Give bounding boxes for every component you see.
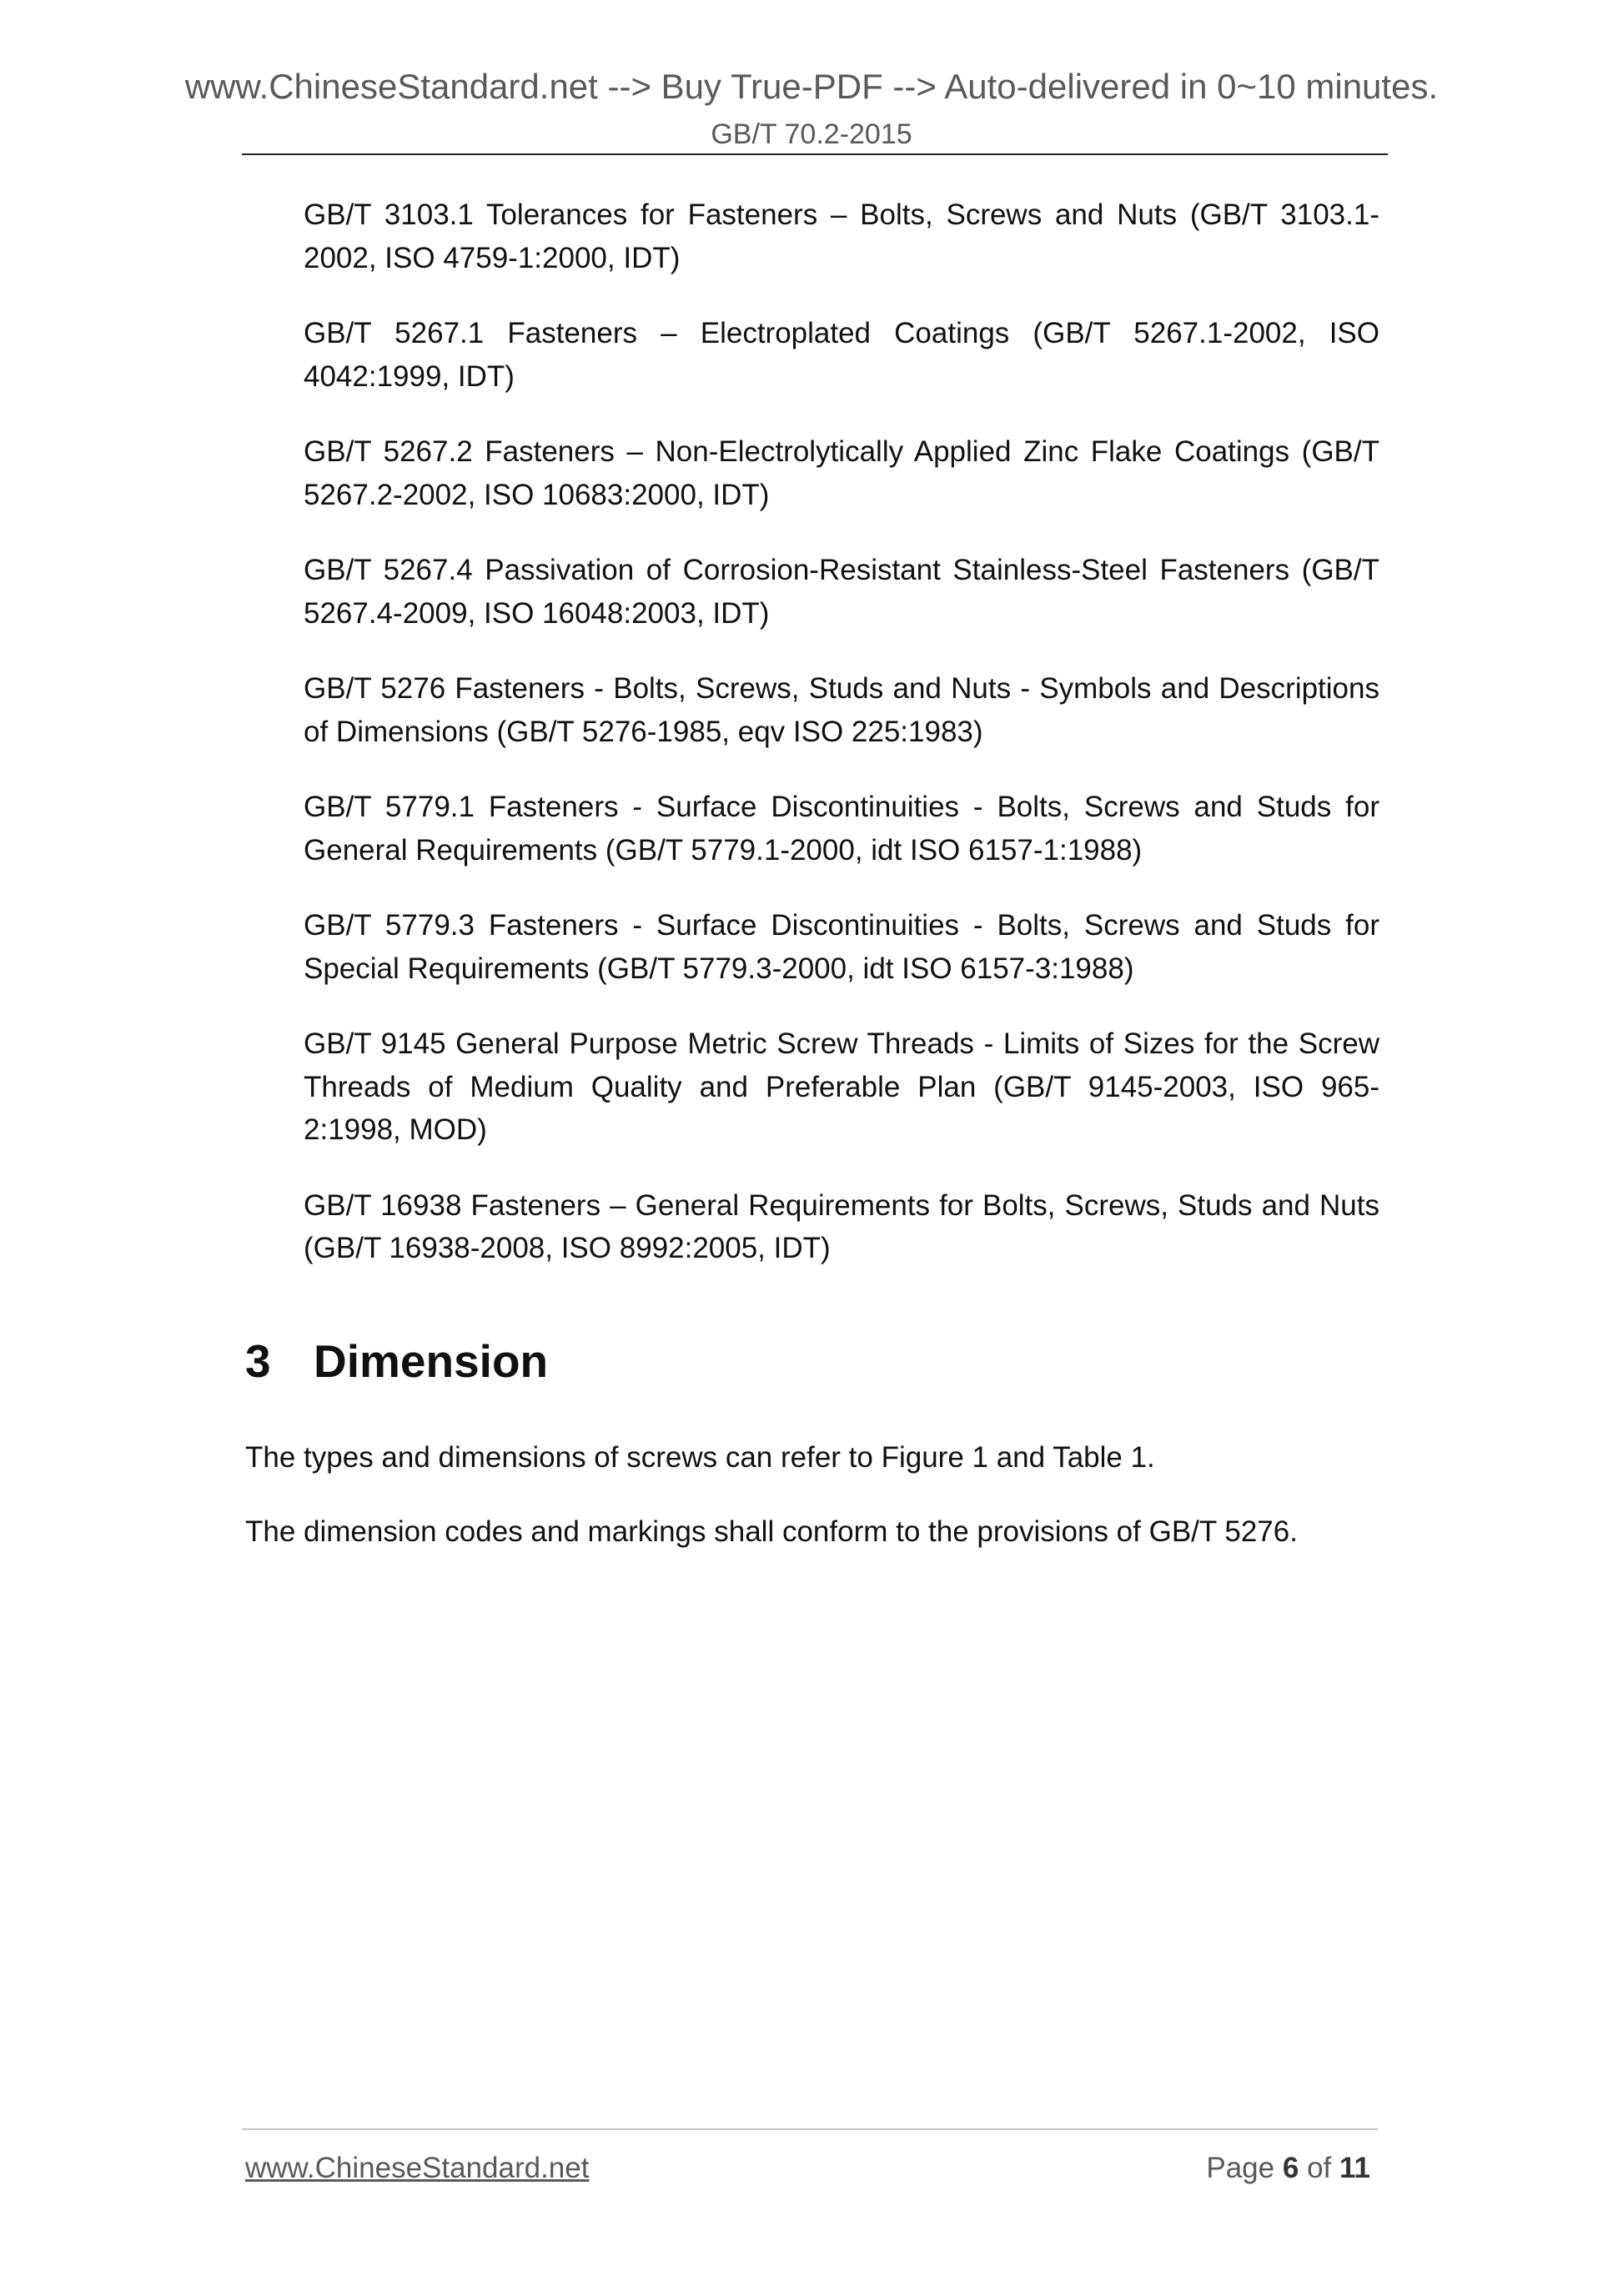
reference-item: GB/T 5276 Fasteners - Bolts, Screws, Studs and Nuts - Symbols and Descriptions of Dimensions (GB/T 5276-1985, eqv ISO 225:1983) [304,672,1379,748]
page-total: 11 [1339,2152,1370,2184]
page-indicator [1206,2150,1370,2187]
header-banner: www.ChineseStandard.net --> Buy True-PDF --> Auto-delivered in 0~10 minutes. [184,67,1439,106]
reference-item: GB/T 5779.3 Fasteners - Surface Discontinuities - Bolts, Screws and Studs for Special Requirements (GB/T 5779.3-2000, idt ISO 6157-3:1988) [304,909,1379,985]
reference-item: GB/T 9145 General Purpose Metric Screw Threads - Limits of Sizes for the Screw Threads of Medium Quality and Preferable Plan (GB/T 9145-2003, ISO 965-2:1998, MOD) [304,1027,1379,1146]
standard-code: GB/T 70.2-2015 [711,118,912,150]
page-of: of [1307,2152,1332,2184]
section-number: 3 [245,1335,271,1387]
page-number: 6 [1282,2152,1299,2184]
reference-item: GB/T 5267.1 Fasteners – Electroplated Coatings (GB/T 5267.1-2002, ISO 4042:1999, IDT) [304,317,1379,393]
section-heading [245,1334,548,1388]
footer-site-link[interactable]: www.ChineseStandard.net [245,2152,590,2184]
body-paragraph: The types and dimensions of screws can refer to Figure 1 and Table 1. [245,1441,1155,1474]
reference-item: GB/T 3103.1 Tolerances for Fasteners – Bolts, Screws and Nuts (GB/T 3103.1-2002, ISO 4759-1:2000, IDT) [304,198,1379,274]
normative-references-list [304,193,1379,1303]
footer-divider [242,2128,1378,2130]
body-paragraph: The dimension codes and markings shall conform to the provisions of GB/T 5276. [245,1515,1298,1548]
reference-item: GB/T 16938 Fasteners – General Requirements for Bolts, Screws, Studs and Nuts (GB/T 16938-2008, ISO 8992:2005, IDT) [304,1188,1379,1264]
header-divider [242,153,1388,155]
reference-item: GB/T 5267.4 Passivation of Corrosion-Resistant Stainless-Steel Fasteners (GB/T 5267.4-2009, ISO 16048:2003, IDT) [304,554,1379,630]
section-title: Dimension [314,1335,549,1387]
reference-item: GB/T 5267.2 Fasteners – Non-Electrolytically Applied Zinc Flake Coatings (GB/T 5267.2-2002, ISO 10683:2000, IDT) [304,435,1379,511]
reference-item: GB/T 5779.1 Fasteners - Surface Discontinuities - Bolts, Screws and Studs for General Requirements (GB/T 5779.1-2000, idt ISO 6157-1:1988) [304,791,1379,867]
page-prefix: Page [1206,2152,1275,2184]
